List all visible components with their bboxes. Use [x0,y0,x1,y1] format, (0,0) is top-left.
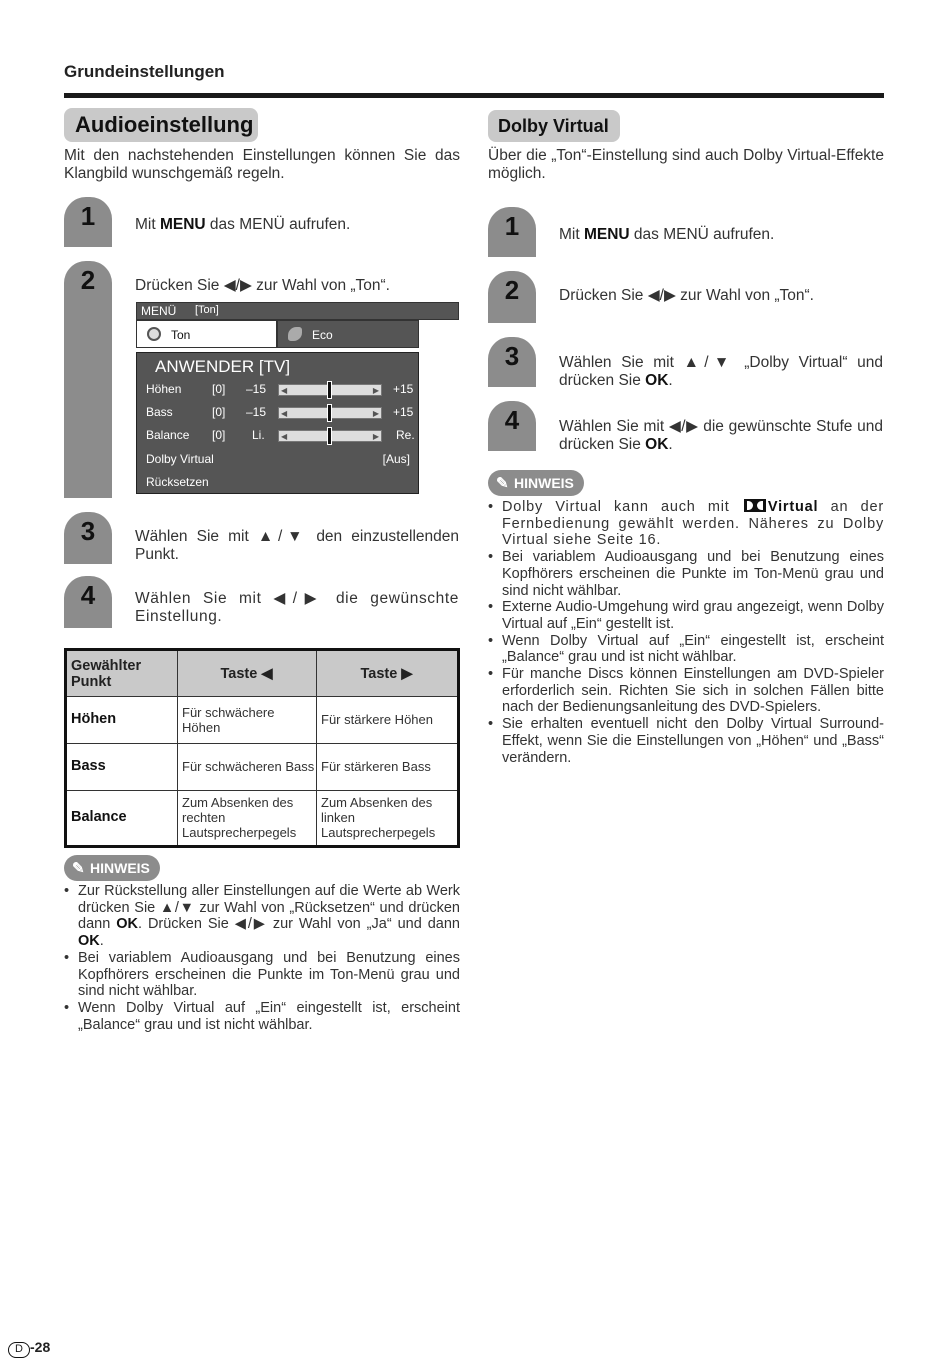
row-value: [0] [212,405,226,419]
row-max: +15 [393,405,414,419]
step-text: Wählen Sie mit ▲/▼ „Dolby Virtual“ und drücken Sie OK. [559,354,883,389]
menu-bar-label: MENÜ [141,304,177,318]
table-divider [177,651,178,845]
table-row-item: Balance [71,809,127,825]
dolby-logo-icon [744,499,766,512]
step-text: Drücken Sie ◀/▶ zur Wahl von „Ton“. [559,287,814,304]
row-min: –15 [246,382,267,396]
step-number: 2 [80,265,96,295]
hinweis-badge-right [488,470,584,496]
top-rule [64,93,884,98]
table-header-left-key: Taste ◀ [177,651,316,696]
step-number: 4 [80,580,96,610]
tab-ton-label: Ton [171,328,191,342]
section-heading: Grundeinstellungen [64,62,225,81]
row-max: Re. [396,428,415,442]
tab-eco[interactable] [277,320,419,348]
list-item: • Bei variablem Audioausgang und bei Benutzung eines Kopfhörers erscheinen die Punkte im Ton-Menü grau und sind nicht wählbar. [488,549,884,599]
table-row-item: Bass [71,758,106,774]
language-badge: D [8,1342,30,1358]
row-max: +15 [393,382,414,396]
menu-row-balance[interactable] [146,428,416,446]
slider-knob[interactable] [327,381,332,399]
step-number: 3 [80,516,96,546]
list-item: • Wenn Dolby Virtual auf „Ein“ eingestellt ist, erscheint „Balance“ grau und ist nicht wählbar. [488,633,884,666]
menu-panel-title: ANWENDER [TV] [155,357,291,376]
list-item: • Bei variablem Audioausgang und bei Benutzung eines Kopfhörers erscheinen die Punkte im Ton-Menü grau und sind nicht wählbar. [64,950,460,1000]
paperclip-icon: ✎ [496,475,509,492]
menu-bar-context: [Ton] [195,304,219,316]
right-notes [488,499,884,766]
step-number: 1 [80,201,96,231]
right-intro: Über die „Ton“-Einstellung sind auch Dolby Virtual-Effekte möglich. [488,147,884,182]
row-name: Rücksetzen [146,475,209,489]
step-text: Wählen Sie mit ◀/▶ die gewünschte Stufe und drücken Sie OK. [559,418,883,453]
row-name: Dolby Virtual [146,452,214,466]
row-min: Li. [252,428,265,442]
table-divider [316,651,317,845]
row-name: Bass [146,405,173,419]
menu-bar [136,302,459,320]
menu-panel [136,352,419,494]
step-number: 4 [504,405,520,435]
list-item: • Zur Rückstellung aller Einstellungen auf die Werte ab Werk drücken Sie ▲/▼ zur Wahl von „Rücksetzen“ und drücken dann OK. Drücken Sie ◀/▶ zur Wahl von „Ja“ und dann OK. [64,883,460,950]
table-row-right: Für stärkere Höhen [321,712,433,727]
list-item: • Wenn Dolby Virtual auf „Ein“ eingestellt ist, erscheint „Balance“ grau und ist nicht wählbar. [64,1000,460,1033]
settings-table [64,648,460,848]
table-divider [67,743,457,744]
menu-row-reset[interactable] [146,475,416,493]
table-row-item: Höhen [71,711,117,727]
table-row-right: Zum Absenken des linken Lautsprecherpegels [321,795,436,840]
menu-row-hoehen[interactable] [146,382,416,400]
table-row-right: Für stärkeren Bass [321,759,431,774]
page-number-text: -28 [30,1339,51,1355]
table-row-left: Für schwächere Höhen [182,704,275,735]
list-item: • Externe Audio-Umgehung wird grau angezeigt, wenn Dolby Virtual auf „Ein“ gestellt ist. [488,599,884,632]
row-name: Höhen [146,382,182,396]
row-value: [Aus] [382,452,410,466]
slider-knob[interactable] [327,427,332,445]
menu-row-dolby-virtual[interactable] [146,452,416,470]
menu-tabs [136,320,419,348]
dolby-virtual-title: Dolby Virtual [488,110,620,142]
slider-knob[interactable] [327,404,332,422]
table-divider [67,696,457,697]
step-number: 1 [504,211,520,241]
step-tab [64,261,112,498]
paperclip-icon: ✎ [72,860,85,877]
row-min: –15 [246,405,267,419]
row-value: [0] [212,428,226,442]
step-text: Wählen Sie mit ◀/▶ die gewünschte Einstellung. [135,590,459,625]
list-item: • Für manche Discs können Einstellungen am DVD-Spieler erforderlich sein. Richten Sie sich in solchen Fällen bitte nach der Bedienungsanleitung des DVD-Spielers. [488,666,884,716]
leaf-icon [288,327,302,341]
row-name: Balance [146,428,190,442]
list-item: • Sie erhalten eventuell nicht den Dolby Virtual Surround-Effekt, wenn Sie die Einstellungen von „Höhen“ und „Bass“ verändern. [488,716,884,766]
page-number [8,1339,50,1358]
step-number: 2 [504,275,520,305]
audioeinstellung-title: Audioeinstellung [64,108,258,142]
left-intro: Mit den nachstehenden Einstellungen können Sie das Klangbild wunschgemäß regeln. [64,147,460,182]
hinweis-label: HINWEIS [514,475,574,491]
level-slider[interactable]: ◀ ▶ [278,430,382,442]
level-slider[interactable]: ◀ ▶ [278,384,382,396]
hinweis-label: HINWEIS [90,860,150,876]
step-text: Drücken Sie ◀/▶ zur Wahl von „Ton“. [135,277,390,294]
row-value: [0] [212,382,226,396]
step-text: Wählen Sie mit ▲/▼ den einzustellenden Punkt. [135,528,459,563]
hinweis-badge-left [64,855,160,881]
step-text: Mit MENU das MENÜ aufrufen. [135,216,351,233]
level-slider[interactable]: ◀ ▶ [278,407,382,419]
table-row-left: Für schwächeren Bass [182,759,315,774]
list-item: • Dolby Virtual kann auch mit Virtual an der Fernbedienung gewählt werden. Näheres zu Dolby Virtual siehe Seite 16. [488,499,884,549]
table-header-right-key: Taste ▶ [316,651,457,696]
tab-ton[interactable] [136,320,277,348]
speaker-icon [147,327,161,341]
table-divider [67,790,457,791]
table-row-left: Zum Absenken des rechten Lautsprecherpegels [182,795,297,840]
step-number: 3 [504,341,520,371]
step-text: Mit MENU das MENÜ aufrufen. [559,226,775,243]
left-notes [64,883,460,1033]
tab-eco-label: Eco [312,328,333,342]
table-header-item: Gewählter Punkt [67,651,177,696]
menu-row-bass[interactable] [146,405,416,423]
